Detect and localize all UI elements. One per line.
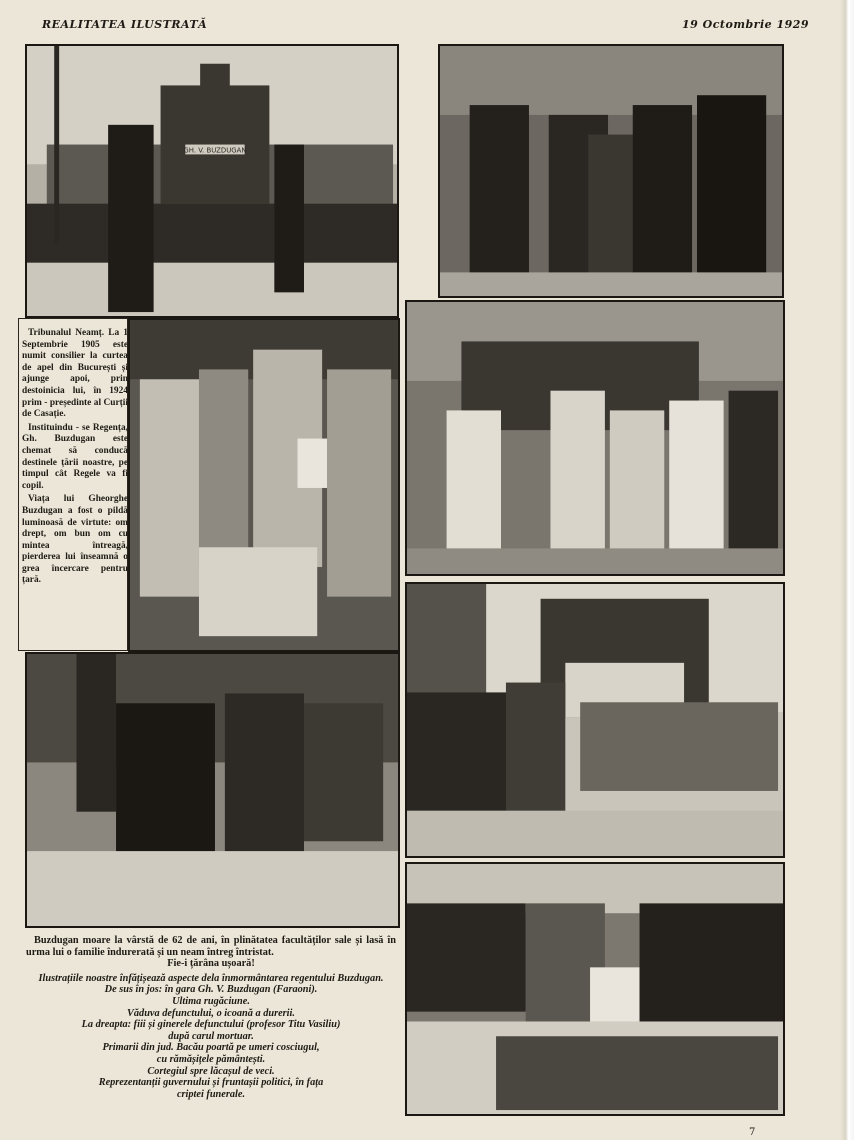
- caption-line-3: Văduva defunctului, o icoană a durerii.: [127, 1007, 295, 1019]
- photo-family: [438, 44, 784, 298]
- photo-cortege: [405, 582, 785, 858]
- caption-line-6: Primarii din jud. Bacău poartă pe umeri cosciugul,: [102, 1042, 320, 1054]
- caption-line-8: Cortegiul spre lăcașul de veci.: [147, 1065, 275, 1077]
- caption-line-7: cu rămășițele pământești.: [156, 1053, 266, 1065]
- magazine-title: REALITATEA ILUSTRATĂ: [42, 18, 208, 31]
- biography-paragraph-2: Instituindu - se Regența, Gh. Buzdugan este chemat să conducă destinele țării noastre, pe timpul cât Regele va fi copil.: [22, 422, 128, 491]
- caption-line-10: criptei funerale.: [176, 1088, 246, 1100]
- biography-paragraph-1: Tribunalul Neamț. La 1 Septembrie 1905 este numit consilier la curtea de apel din București și ajunge apoi, prin destoinicia lui, în 1924 prim - președinte al Curții de Casație.: [22, 328, 128, 420]
- photo-crypt: [405, 862, 785, 1116]
- caption-line-2: Ultima rugăciune.: [172, 995, 250, 1007]
- photo-coffin-bearers: [405, 300, 785, 576]
- caption-line-4: La dreapta: fiii și ginerele defunctului (profesor Titu Vasiliu): [81, 1019, 341, 1031]
- caption-lead: Buzdugan moare la vârstă de 62 de ani, în plinătatea facultăților sale și lasă în urma lui o familie îndurerată și un neam întreg întristat.: [26, 935, 396, 958]
- caption-line-9: Reprezentanții guvernului și fruntașii politici, în fața: [98, 1077, 324, 1089]
- page-edge: [840, 0, 854, 1140]
- photo-station: [25, 44, 399, 318]
- page-number: 7: [749, 1127, 756, 1138]
- station-sign: GH. V. BUZDUGAN: [183, 146, 247, 155]
- biography-text: [22, 328, 128, 589]
- photo-prayer: [128, 318, 400, 652]
- caption-farewell: Fie-i țărâna ușoară!: [167, 958, 255, 970]
- caption: [26, 935, 396, 1100]
- caption-intro: Ilustrațiile noastre înfățișează aspecte dela înmormântarea regentului Buzdugan.: [38, 972, 384, 984]
- caption-line-1: De sus în jos: în gara Gh. V. Buzdugan (Faraoni).: [104, 984, 318, 996]
- photo-widow: [25, 652, 400, 928]
- caption-line-5: după carul mortuar.: [168, 1030, 254, 1042]
- issue-date: 19 Octombrie 1929: [682, 18, 810, 31]
- biography-paragraph-3: Viața lui Gheorghe Buzdugan a fost o pildă luminoasă de virtute: om drept, om bun om cu mintea întreagă, pierderea lui înseamnă o grea încercare pentru țară.: [22, 494, 128, 586]
